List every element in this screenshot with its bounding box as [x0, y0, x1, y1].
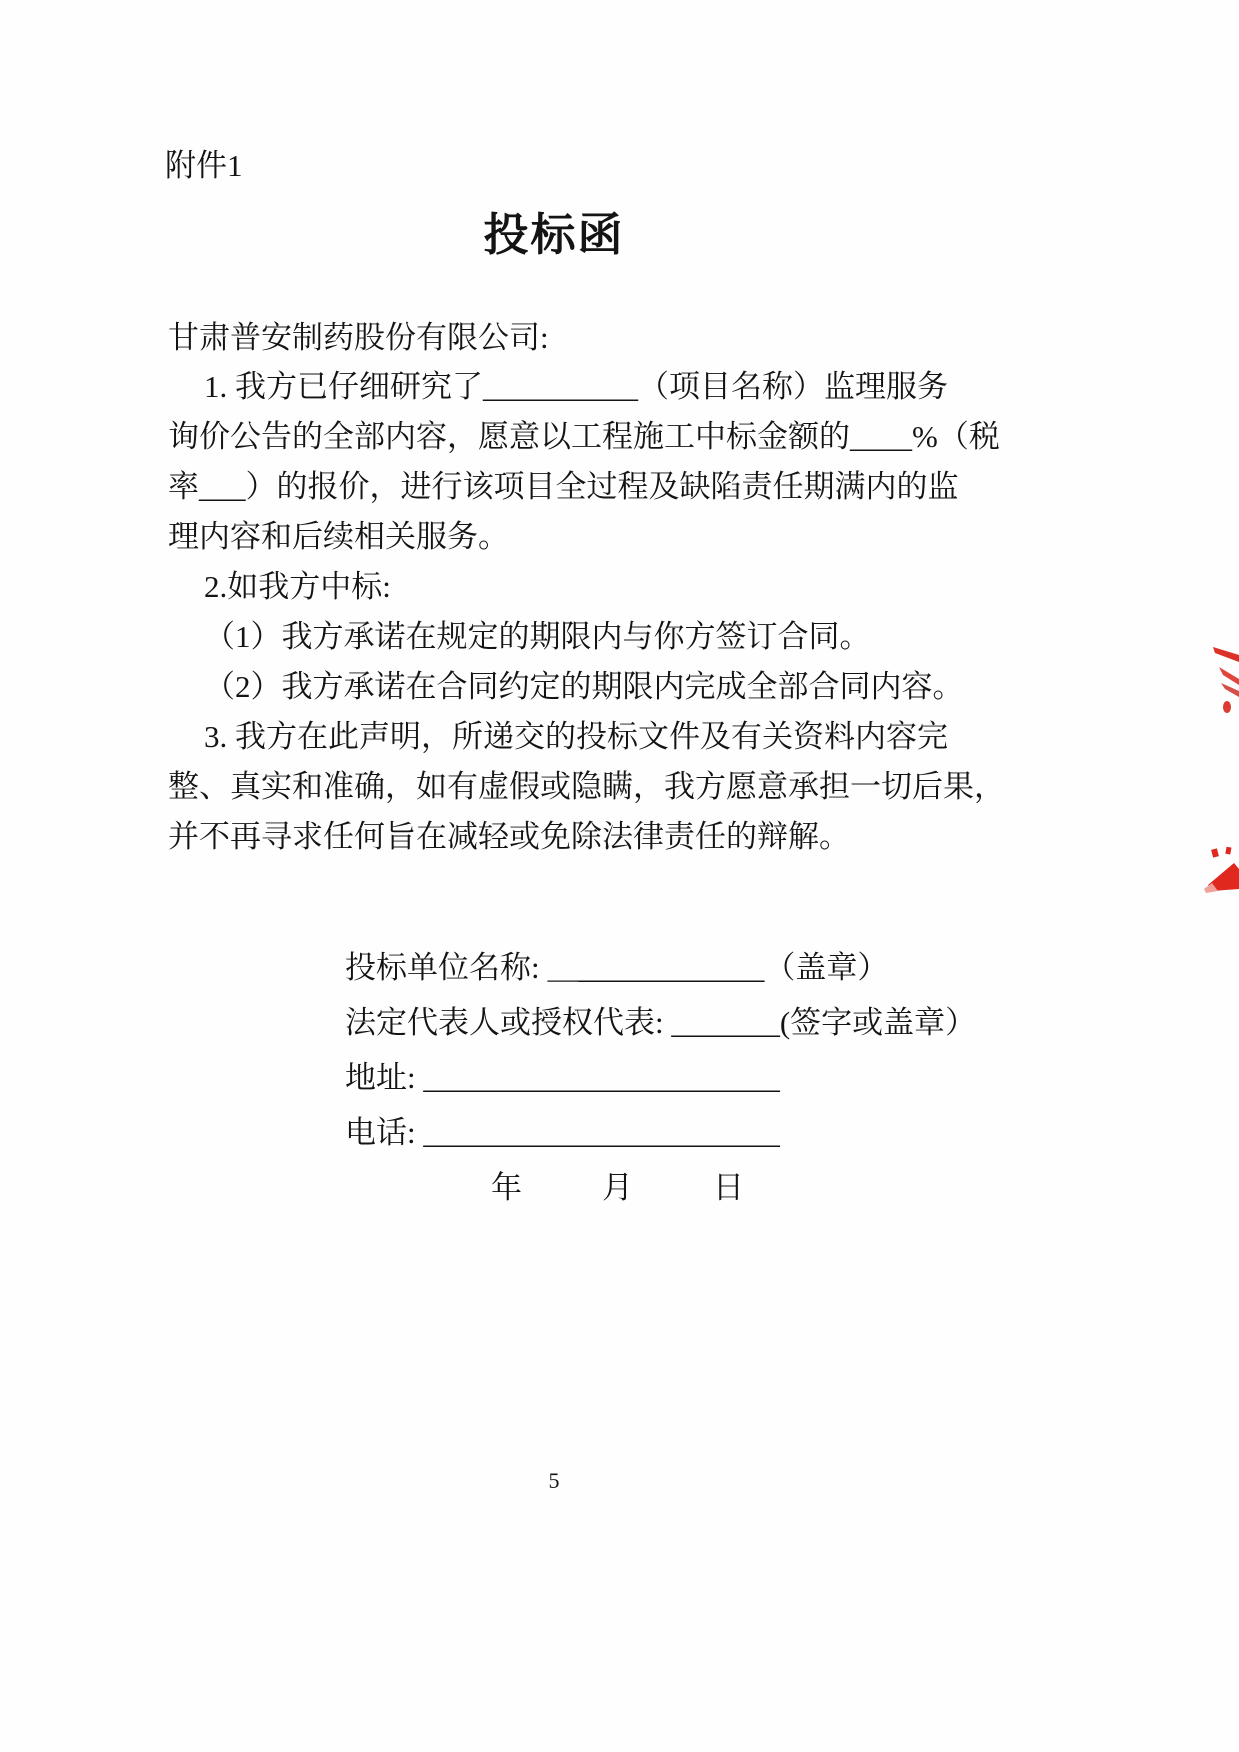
red-stamp-fragment-bottom-icon [1198, 845, 1239, 897]
body-line-6: （1）我方承诺在规定的期限内与你方签订合同。 [204, 619, 871, 654]
body-line-8: 3. 我方在此声明，所递交的投标文件及有关资料内容完 [204, 719, 948, 754]
body-line-7: （2）我方承诺在合同约定的期限内完成全部合同内容。 [204, 669, 964, 704]
body-line-5: 2.如我方中标: [204, 569, 391, 604]
signature-block [345, 940, 1045, 1215]
signature-line-phone: 电话: _______________________ [345, 1115, 780, 1150]
page-number: 5 [548, 1468, 560, 1493]
body-line-1: 1. 我方已仔细研究了__________（项目名称）监理服务 [204, 369, 948, 404]
document-title: 投标函 [483, 210, 625, 260]
salutation-line: 甘肃普安制药股份有限公司: [168, 320, 549, 355]
body-line-2: 询价公告的全部内容，愿意以工程施工中标金额的____%（税 [168, 419, 1000, 454]
attachment-label: 附件1 [165, 148, 243, 183]
signature-line-unit-name: 投标单位名称: ＿____________（盖章） [345, 950, 889, 985]
body-line-9: 整、真实和准确，如有虚假或隐瞒，我方愿意承担一切后果， [168, 769, 1005, 804]
signature-date-line: 年 月 日 [491, 1170, 750, 1205]
signature-line-address: 地址: _______________________ [345, 1060, 780, 1095]
body-line-3: 率___）的报价，进行该项目全过程及缺陷责任期满内的监 [168, 469, 959, 504]
signature-line-legal-representative: 法定代表人或授权代表: _______(签字或盖章） [345, 1005, 977, 1040]
letter-body [168, 362, 1005, 862]
red-stamp-fragment-top-icon [1205, 645, 1239, 725]
body-line-10: 并不再寻求任何旨在减轻或免除法律责任的辩解。 [168, 819, 850, 854]
body-line-4: 理内容和后续相关服务。 [168, 519, 509, 554]
